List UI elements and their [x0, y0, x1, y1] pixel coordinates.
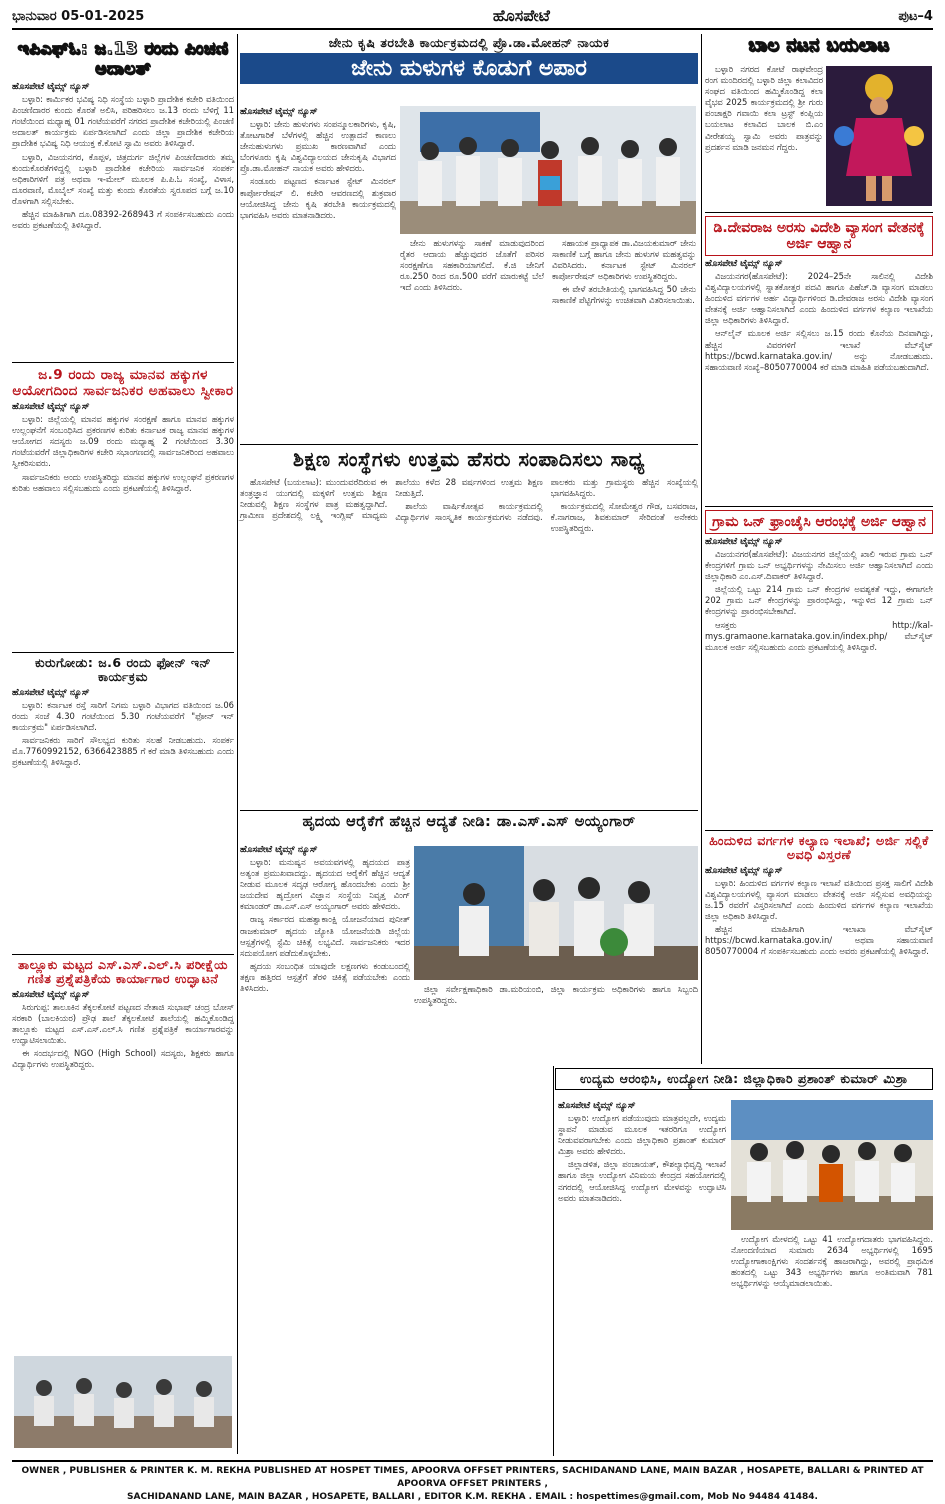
- byline: ಹೊಸಪೇಟೆ ಟೈಮ್ಸ್ ನ್ಯೂಸ್: [705, 865, 783, 876]
- paragraph: ಕಾರ್ಯಕ್ರಮದಲ್ಲಿ ಸೋಮೇಶ್ವರ ಗೌಡ, ಬಸವರಾಜ, ಕೆ.ನಾಗರಾಜ, ಶಿವಕುಮಾರ್ ಸೇರಿದಂತೆ ಅನೇಕರು ಉಪಸ್ಥಿತರಿದ್ದರು.: [550, 501, 698, 534]
- honeybee-photo: [400, 106, 696, 234]
- article-body: [705, 549, 933, 653]
- paragraph: ಶಾಲೆಯ ವಾರ್ಷಿಕೋತ್ಸವ ಕಾರ್ಯಕ್ರಮದಲ್ಲಿ ವಿದ್ಯಾರ್ಥಿಗಳ ಸಾಂಸ್ಕೃತಿಕ ಕಾರ್ಯಕ್ರಮಗಳು ನಡೆದವು. ಪಾಲಕರು ಮತ್ತು ಗ್ರಾಮಸ್ಥರು ಹೆಚ್ಚಿನ ಸಂಖ್ಯೆಯಲ್ಲಿ ಭಾಗವಹಿಸಿದ್ದರು.: [395, 477, 698, 523]
- article-body: [400, 238, 696, 307]
- child-actor-text: [705, 64, 823, 155]
- paragraph: ಈ ಸಂದರ್ಭದಲ್ಲಿ NGO (High School) ಸದಸ್ಯರು, ಶಿಕ್ಷಕರು ಹಾಗೂ ವಿದ್ಯಾರ್ಥಿಗಳು ಉಪಸ್ಥಿತರಿದ್ದರು.: [12, 1048, 234, 1070]
- job-fair-photo: [731, 1100, 933, 1230]
- article-body: [705, 878, 933, 958]
- paragraph: ಸಾರ್ವಜನಿಕರು ಸಾರಿಗೆ ಸೌಲಭ್ಯದ ಕುರಿತು ಸಲಹೆ ನೀಡಬಹುದು. ಸಂಪರ್ಕ ಮೊ.7760992152, 6366423885 ಗೆ ಕರೆ ಮಾಡಿ ತಿಳಿಸಬಹುದು ಎಂದು ಪ್ರಕಟಣೆಯಲ್ಲಿ ತಿಳಿಸಿದ್ದಾರೆ.: [12, 735, 234, 768]
- article-body: [731, 1234, 933, 1289]
- paragraph: ರಾಜ್ಯ ಸರ್ಕಾರದ ಮಹತ್ವಾಕಾಂಕ್ಷಿ ಯೋಜನೆಯಾದ ಪುನೀತ್ ರಾಜಕುಮಾರ್ ಹೃದಯ ಜ್ಯೋತಿ ಯೋಜನೆಯಡಿ ಜಿಲ್ಲೆಯ ಆಸ್ಪತ್ರೆಗಳಲ್ಲಿ ಸ್ಟೆಮಿ ಚಿಕಿತ್ಸೆ ಲಭ್ಯವಿದೆ. ಸಾರ್ವಜನಿಕರು ಇದರ ಸದುಪಯೋಗ ಪಡೆದುಕೊಳ್ಳಬೇಕು.: [240, 914, 410, 958]
- article-body: [240, 857, 410, 994]
- byline: ಹೊಸಪೇಟೆ ಟೈಮ್ಸ್ ನ್ಯೂಸ್: [240, 845, 318, 855]
- headline: ಬಾಲ ನಟನ ಬಯಲಾಟ: [748, 35, 890, 56]
- page-number: ಪುಟ–4: [898, 8, 933, 24]
- masthead: [12, 4, 933, 30]
- kicker: ಜೇನು ಕೃಷಿ ತರಬೇತಿ ಕಾರ್ಯಕ್ರಮದಲ್ಲಿ ಪ್ರೊ.ಡಾ.ಮೋಹನ್ ನಾಯಕ: [328, 35, 610, 50]
- article-body: [705, 271, 933, 373]
- byline: ಹೊಸಪೇಟೆ ಟೈಮ್ಸ್ ನ್ಯೂಸ್: [12, 82, 90, 93]
- people-photo-icon: [414, 846, 698, 980]
- honeybee-col23: [400, 238, 696, 307]
- divider: [240, 810, 698, 811]
- article-body: [240, 477, 698, 534]
- article-body: [240, 119, 396, 221]
- divider: [12, 362, 234, 363]
- headline: ಜೇನು ಹುಳುಗಳ ಕೊಡುಗೆ ಅಪಾರ: [240, 53, 698, 84]
- paragraph: ಸಹಾಯಕ ಪ್ರಾಧ್ಯಾಪಕ ಡಾ.ವಿಜಯಕುಮಾರ್ ಜೇನು ಸಾಕಾಣಿಕೆ ಬಗ್ಗೆ ಹಾಗೂ ಜೇನು ಹುಳುಗಳ ಮಹತ್ವವನ್ನು ವಿವರಿಸಿದರು. ಕರ್ನಾಟಕ ಸ್ಟೇಟ್ ಮಿನರಲ್ ಕಾರ್ಪೋರೇಷನ್ ಅಧಿಕಾರಿಗಳು ಉಪಸ್ಥಿತರಿದ್ದರು.: [552, 238, 696, 282]
- headline: ತಾಲ್ಲೂಕು ಮಟ್ಟದ ಎಸ್.ಎಸ್.ಎಲ್.ಸಿ ಪರೀಕ್ಷೆಯ ಗಣಿತ ಪ್ರಶ್ನೆಪತ್ರಿಕೆಯ ಕಾರ್ಯಾಗಾರ ಉದ್ಘಾಟನೆ: [18, 957, 228, 987]
- divider: [12, 954, 234, 955]
- paragraph: ಬಳ್ಳಾರಿ: ಜಿಲ್ಲೆಯಲ್ಲಿ ಮಾನವ ಹಕ್ಕುಗಳ ಸಂರಕ್ಷಣೆ ಹಾಗೂ ಮಾನವ ಹಕ್ಕುಗಳ ಉಲ್ಲಂಘನೆಗೆ ಸಂಬಂಧಿಸಿದ ಪ್ರಕರಣಗಳ ಕುರಿತು ಕರ್ನಾಟಕ ರಾಜ್ಯ ಮಾನವ ಹಕ್ಕುಗಳ ಆಯೋಗದ ಸದಸ್ಯರು ಜ.09 ರಂದು ಮಧ್ಯಾಹ್ನ 2 ಗಂಟೆಯಿಂದ 3.30 ಗಂಟೆಯವರೆಗೆ ಜಿಲ್ಲಾಧಿಕಾರಿಗಳ ಕಚೇರಿ ಸಭಾಂಗಣದಲ್ಲಿ ಸಾರ್ವಜನಿಕರಿಂದ ಅಹವಾಲು ಸ್ವೀಕರಿಸುವರು.: [12, 414, 234, 469]
- paragraph: ಜೇನು ಹುಳುಗಳನ್ನು ಸಾಕಣೆ ಮಾಡುವುದರಿಂದ ರೈತರ ಆದಾಯ ಹೆಚ್ಚುವುದರ ಜೊತೆಗೆ ಪರಿಸರ ಸಂರಕ್ಷಣೆಗೂ ಸಹಕಾರಿಯಾಗಲಿದೆ. ಕೆ.ಜಿ ಜೇನಿಗೆ ರೂ.250 ರಿಂದ ರೂ.500 ವರೆಗೆ ಮಾರುಕಟ್ಟೆ ಬೆಲೆ ಇದೆ ಎಂದು ತಿಳಿಸಿದರು.: [400, 238, 544, 293]
- paragraph: ಬಳ್ಳಾರಿ: ಕಾರ್ಮಿಕರ ಭವಿಷ್ಯ ನಿಧಿ ಸಂಸ್ಥೆಯ ಬಳ್ಳಾರಿ ಪ್ರಾದೇಶಿಕ ಕಚೇರಿ ವತಿಯಿಂದ ಪಿಂಚಣಿದಾರರ ಕುಂದು ಕೊರತೆ ಅಲಿಸಿ, ಪರಿಹರಿಸಲು ಜ.13 ರಂದು ಬೆಳಿಗ್ಗೆ 11 ಗಂಟೆಯಿಂದ ಮಧ್ಯಾಹ್ನ 01 ಗಂಟೆಯವರೆಗೆ ನಗರದ ಪ್ರಾದೇಶಿಕ ಕಚೇರಿಯಲ್ಲಿ ಪಿಂಚಣಿ ಅದಾಲತ್ ಕಾರ್ಯಕ್ರಮ ಏರ್ಪಡಿಸಲಾಗಿದೆ ಎಂದು ಜಿಲ್ಲಾ ಪ್ರಾದೇಶಿಕ ಕಚೇರಿಯ ಪ್ರಾದೇಶಿಕ ಭವಿಷ್ಯ ನಿಧಿ ಆಯುಕ್ತ ಕೆ.ಕೋಟಿ ಸ್ವಾಮಿ ಅವರು ತಿಳಿಸಿದ್ದಾರೆ.: [12, 94, 234, 149]
- article-grama-one: [705, 510, 933, 655]
- headline: ಡಿ.ದೇವರಾಜ ಅರಸು ವಿದೇಶಿ ವ್ಯಾಸಂಗ ವೇತನಕ್ಕೆ ಅರ್ಜಿ ಆಹ್ವಾನ: [705, 216, 933, 256]
- paragraph: ಹೆಚ್ಚಿನ ಮಾಹಿತಿಗಾಗಿ ದೂ.08392-268943 ಗೆ ಸಂಪರ್ಕಿಸಬಹುದು ಎಂದು ಅವರು ಪ್ರಕಟಣೆಯಲ್ಲಿ ತಿಳಿಸಿದ್ದಾರೆ.: [12, 209, 234, 231]
- article-body: [12, 1002, 234, 1071]
- headline: ಹಿಂದುಳಿದ ವರ್ಗಗಳ ಕಲ್ಯಾಣ ಇಲಾಖೆ; ಅರ್ಜಿ ಸಲ್ಲಿಕೆ ಅವಧಿ ವಿಸ್ತರಣೆ: [709, 833, 929, 863]
- job-fair-col2: [731, 1234, 933, 1291]
- sslc-workshop-photo: [14, 1356, 232, 1448]
- headline: ಗ್ರಾಮ ಒನ್ ಫ್ರಾಂಚೈಸಿ ಆರಂಭಕ್ಕೆ ಅರ್ಜಿ ಆಹ್ವಾನ: [705, 510, 933, 534]
- article-body: [705, 64, 823, 153]
- paragraph: ಹೊಸಪೇಟೆ (ಬಯಲಾಟ): ಮುಂದುವರೆದಿರುವ ಈ ತಂತ್ರಜ್ಞಾನ ಯುಗದಲ್ಲಿ ಮಕ್ಕಳಿಗೆ ಉತ್ತಮ ಶಿಕ್ಷಣ ನೀಡುವಲ್ಲಿ ಶಿಕ್ಷಣ ಸಂಸ್ಥೆಗಳ ಪಾತ್ರ ಮಹತ್ವದ್ದಾಗಿದೆ. ಗ್ರಾಮೀಣ ಪ್ರದೇಶದಲ್ಲಿ ಲಕ್ಷ್ಮಿ ಇಂಗ್ಲಿಷ್ ಮಾಧ್ಯಮ ಶಾಲೆಯು ಕಳೆದ 28 ವರ್ಷಗಳಿಂದ ಉತ್ತಮ ಶಿಕ್ಷಣ ನೀಡುತ್ತಿದೆ.: [240, 477, 543, 521]
- byline: ಹೊಸಪೇಟೆ ಟೈಮ್ಸ್ ನ್ಯೂಸ್: [12, 402, 90, 413]
- paragraph: ಜಿಲ್ಲಾ ಸರ್ವೇಕ್ಷಣಾಧಿಕಾರಿ ಡಾ.ಮರಿಯಂಬಿ, ಜಿಲ್ಲಾ ಕಾರ್ಯಕ್ರಮ ಅಧಿಕಾರಿಗಳು ಹಾಗೂ ಸಿಬ್ಬಂದಿ ಉಪಸ್ಥಿತರಿದ್ದರು.: [414, 984, 698, 1006]
- imprint-footer: [12, 1460, 933, 1503]
- paragraph: ಈ ವೇಳೆ ತರಬೇತಿಯಲ್ಲಿ ಭಾಗವಹಿಸಿದ್ದ 50 ಜೇನು ಸಾಕಾಣಿಕೆ ಪೆಟ್ಟಿಗೆಗಳನ್ನು ಉಚಿತವಾಗಿ ವಿತರಿಸಲಾಯಿತು.: [552, 284, 696, 306]
- people-photo-icon: [400, 106, 696, 234]
- headline: ಇಪಿಎಫ್‌ಓ: ಜ.13 ರಂದು ಪಿಂಚಣಿ ಅದಾಲತ್: [17, 39, 229, 79]
- headline: ಕುರುಗೋಡು: ಜ.6 ರಂದು ಫೋನ್ ಇನ್ ಕಾರ್ಯಕ್ರಮ: [34, 655, 212, 685]
- article-epfo: [12, 36, 234, 233]
- divider: [240, 444, 698, 445]
- divider: [705, 212, 933, 213]
- child-actor-photo: [826, 66, 932, 206]
- imprint-line: SACHIDANAND LANE, MAIN BAZAR , HOSAPETE, BALLARI , EDITOR K.M. REKHA . EMAIL : hospettimes@gmail.com, Mob No 94484 41484.: [127, 1492, 818, 1503]
- paragraph: ಜಿಲ್ಲಾಡಳಿತ, ಜಿಲ್ಲಾ ಪಂಚಾಯತ್, ಕೌಶಲ್ಯಾಭಿವೃದ್ಧಿ ಇಲಾಖೆ ಹಾಗೂ ಜಿಲ್ಲಾ ಉದ್ಯೋಗ ವಿನಿಮಯ ಕೇಂದ್ರದ ಸಹಯೋಗದಲ್ಲಿ ನಗರದಲ್ಲಿ ಆಯೋಜಿಸಿದ್ದ ಉದ್ಯೋಗ ಮೇಳವನ್ನು ಉದ್ಘಾಟಿಸಿ ಅವರು ಮಾತನಾಡಿದರು.: [558, 1159, 726, 1203]
- job-fair-col1: [558, 1098, 726, 1206]
- paragraph: ವಿಜಯನಗರ(ಹೊಸಪೇಟೆ): ವಿಜಯನಗರ ಜಿಲ್ಲೆಯಲ್ಲಿ ಖಾಲಿ ಇರುವ ಗ್ರಾಮ ಒನ್ ಕೇಂದ್ರಗಳಿಗೆ ಗ್ರಾಮ ಒನ್ ಅಭ್ಯರ್ಥಿಗಳನ್ನು ನೇಮಿಸಲು ಅರ್ಜಿ ಆಹ್ವಾನಿಸಲಾಗಿದೆ ಎಂದು ಜಿಲ್ಲಾಧಿಕಾರಿ ಎಂ.ಎಸ್.ದಿವಾಕರ್ ತಿಳಿಸಿದ್ದಾರೆ.: [705, 549, 933, 582]
- heart-event-photo: [414, 846, 698, 980]
- imprint-line: OWNER , PUBLISHER & PRINTER K. M. REKHA PUBLISHED AT HOSPET TIMES, APOORVA OFFSET PRINTERS, SACHIDANAND LANE, MAIN BAZAR , HOSAPETE, BALLARI & PRINTED AT APOORVA OFFSET PRINTERS ,: [21, 1466, 924, 1490]
- byline: ಹೊಸಪೇಟೆ ಟೈಮ್ಸ್ ನ್ಯೂಸ್: [705, 537, 783, 547]
- byline: ಹೊಸಪೇಟೆ ಟೈಮ್ಸ್ ನ್ಯೂಸ್: [558, 1101, 636, 1111]
- honeybee-col1: [240, 104, 396, 223]
- column-rule: [701, 34, 702, 1064]
- divider: [705, 506, 933, 507]
- article-phone-in: [12, 656, 234, 770]
- column-rule: [553, 1066, 554, 1456]
- paragraph: ಬಳ್ಳಾರಿ: ಮನುಷ್ಯನ ಅವಯವಗಳಲ್ಲಿ ಹೃದಯದ ಪಾತ್ರ ಅತ್ಯಂತ ಪ್ರಮುಖವಾದದ್ದು. ಹೃದಯದ ಆರೈಕೆಗೆ ಹೆಚ್ಚಿನ ಆದ್ಯತೆ ನೀಡುವ ಮೂಲಕ ಸದೃಢ ಆರೋಗ್ಯ ಹೊಂದಬೇಕು ಎಂದು ಶ್ರೀ ಜಯದೇವ ಹೃದ್ರೋಗ ವಿಜ್ಞಾನ ಸಂಸ್ಥೆಯ ನಿವೃತ್ತ ವಿಂಗ್ ಕಮಾಂಡರ್ ಡಾ.ಎಸ್.ಎಸ್ ಅಯ್ಯಂಗಾರ್ ಅವರು ಹೇಳಿದರು.: [240, 857, 410, 912]
- people-photo-icon: [14, 1356, 232, 1448]
- paragraph: ಬಳ್ಳಾರಿ, ವಿಜಯನಗರ, ಕೊಪ್ಪಳ, ಚಿತ್ರದುರ್ಗ ಜಿಲ್ಲೆಗಳ ಪಿಂಚಣಿದಾರರು ತಮ್ಮ ಕುಂದುಕೊರತೆಗಳಿದ್ದಲ್ಲಿ ಬಳ್ಳಾರಿ ಪ್ರಾದೇಶಿಕ ಕಚೇರಿಯ ಸಾರ್ವಜನಿಕ ಸಂಪರ್ಕ ಅಧಿಕಾರಿಗಳಿಗೆ ಪತ್ರ ಅಥವಾ ಇ-ಮೇಲ್ ಮೂಲಕ ಪಿ.ಪಿ.ಓ ಸಂಖ್ಯೆ, ವಿಳಾಸ, ದೂರವಾಣಿ, ಮೊಬೈಲ್ ಸಂಖ್ಯೆ ಮತ್ತು ಕುಂದು ಕೊರತೆಯ ಸ್ವರೂಪದ ಬಗ್ಗೆ ಜ.10 ರೊಳಗಾಗಿ ಸಲ್ಲಿಸಬೇಕು.: [12, 151, 234, 206]
- issue-date: ಭಾನುವಾರ 05-01-2025: [12, 8, 145, 24]
- people-photo-icon: [731, 1100, 933, 1230]
- article-education: [240, 448, 698, 534]
- paper-name: ಹೊಸಪೇಟೆ: [492, 6, 550, 25]
- headline: ಉದ್ಯಮ ಆರಂಭಿಸಿ, ಉದ್ಯೋಗ ನೀಡಿ: ಜಿಲ್ಲಾಧಿಕಾರಿ ಪ್ರಶಾಂತ್ ಕುಮಾರ್ ಮಿಶ್ರಾ: [555, 1068, 933, 1090]
- byline: ಹೊಸಪೇಟೆ ಟೈಮ್ಸ್ ನ್ಯೂಸ್: [240, 107, 318, 117]
- divider: [12, 652, 234, 653]
- paragraph: ಸಂಡೂರು ಪಟ್ಟಣದ ಕರ್ನಾಟಕ ಸ್ಟೇಟ್ ಮಿನರಲ್ ಕಾರ್ಪೋರೇಷನ್ ಲಿ. ಕಚೇರಿ ಆವರಣದಲ್ಲಿ ಶುಕ್ರವಾರ ಆಯೋಜಿಸಿದ್ದ ಜೇನು ಕೃಷಿ ತರಬೇತಿ ಕಾರ್ಯಕ್ರಮದಲ್ಲಿ ಭಾಗವಹಿಸಿ ಅವರು ಮಾತನಾಡಿದರು.: [240, 176, 396, 220]
- article-human-rights: [12, 366, 234, 496]
- article-sslc: [12, 958, 234, 1072]
- article-honeybee: [240, 36, 698, 84]
- article-heart: [240, 814, 698, 831]
- article-bcwd-extension: [705, 834, 933, 959]
- paragraph: ಆನ್‌ಲೈನ್ ಮೂಲಕ ಅರ್ಜಿ ಸಲ್ಲಿಸಲು ಜ.15 ರಂದು ಕೊನೆಯ ದಿನವಾಗಿದ್ದು, ಹೆಚ್ಚಿನ ವಿವರಗಳಿಗೆ ಇಲಾಖೆ ವೆಬ್‌ಸೈಟ್ https://bcwd.karnataka.gov.in/ ಅನ್ನು ನೋಡಬಹುದು. ಸಹಾಯವಾಣಿ ಸಂಖ್ಯೆ–8050770004 ಕರೆ ಮಾಡಿ ಮಾಹಿತಿ ಪಡೆಯಬಹುದಾಗಿದೆ.: [705, 328, 933, 372]
- article-devaraj: [705, 216, 933, 375]
- article-child-actor: [705, 36, 933, 57]
- divider: [705, 830, 933, 831]
- paragraph: ಬಳ್ಳಾರಿ ನಗರದ ಕೋಟೆ ರಾಘವೇಂದ್ರ ರಂಗ ಮಂದಿರದಲ್ಲಿ ಬಳ್ಳಾರಿ ಜಿಲ್ಲಾ ಕಲಾವಿದರ ಸಂಘದ ವತಿಯಿಂದ ಹಮ್ಮಿಕೊಂಡಿದ್ದ ಕಲಾ ವೈಭವ 2025 ಕಾರ್ಯಕ್ರಮದಲ್ಲಿ ಶ್ರೀ ಗುರು ಪಂಚಾಕ್ಷರಿ ಗವಾಯಿ ಕಲಾ ಟ್ರಸ್ಟ್ ಕಂಪ್ಲಿಯ ಬಯಲಾಟ ಕಲಾವಿದ ಬಾಲಕ ಬಿ.ಎಂ ವೀರೇಶಯ್ಯ ಸ್ವಾಮಿ ಅವರು ಪಾತ್ರವನ್ನು ಪ್ರದರ್ಶನ ಮಾಡಿ ಜನಮನ ಗೆದ್ದರು.: [705, 64, 823, 152]
- byline: ಹೊಸಪೇಟೆ ಟೈಮ್ಸ್ ನ್ಯೂಸ್: [12, 989, 90, 1000]
- article-body: [414, 984, 698, 1006]
- heart-col1: [240, 842, 410, 996]
- column-rule: [237, 34, 238, 1454]
- headline: ಹೃದಯ ಆರೈಕೆಗೆ ಹೆಚ್ಚಿನ ಆದ್ಯತೆ ನೀಡಿ: ಡಾ.ಎಸ್.ಎಸ್ ಅಯ್ಯಂಗಾರ್: [302, 814, 636, 830]
- article-body: [12, 414, 234, 494]
- performer-photo-icon: [826, 66, 932, 206]
- paragraph: ಬಳ್ಳಾರಿ: ಜೇನು ಹುಳುಗಳು ಸಂಪನ್ಮೂಲಕಾರಿಗಳು, ಕೃಷಿ, ತೋಟಗಾರಿಕೆ ಬೆಳೆಗಳಲ್ಲಿ ಹೆಚ್ಚಿನ ಉತ್ಪಾದನೆ ಕಾಣಲು ಜೇನುಹುಳುಗಳು ಪ್ರಮುಖ ಕಾರಣವಾಗಿವೆ ಎಂದು ಬೆಂಗಳೂರು ಕೃಷಿ ವಿಶ್ವವಿದ್ಯಾಲಯದ ಜೇನುಕೃಷಿ ವಿಭಾಗದ ಪ್ರೊ.ಡಾ.ಮೋಹನ್ ನಾಯಕ ಅವರು ಹೇಳಿದರು.: [240, 119, 396, 174]
- paragraph: ಸಿರುಗುಪ್ಪ: ತಾಲೂಕಿನ ತೆಕ್ಕಲಕೋಟೆ ಪಟ್ಟಣದ ನೇತಾಜಿ ಸುಭಾಷ್ ಚಂದ್ರ ಬೋಸ್ ಸರಕಾರಿ (ಬಾಲಕಿಯರ) ಪ್ರೌಢ ಶಾಲೆ ತೆಕ್ಕಲಕೋಟೆ ಶಾಲೆಯಲ್ಲಿ ಹಮ್ಮಿಕೊಂಡಿದ್ದ ತಾಲ್ಲೂಕು ಮಟ್ಟದ ಎಸ್.ಎಸ್.ಎಲ್.ಸಿ ಗಣಿತ ಪ್ರಶ್ನೆಪತ್ರಿಕೆ ಕಾರ್ಯಾಗಾರವನ್ನು ಉದ್ಘಾಟಿಸಲಾಯಿತು.: [12, 1001, 234, 1046]
- paragraph: ವಿಜಯನಗರ(ಹೊಸಪೇಟೆ): 2024–25ನೇ ಸಾಲಿನಲ್ಲಿ ವಿದೇಶಿ ವಿಶ್ವವಿದ್ಯಾಲಯಗಳಲ್ಲಿ ಸ್ನಾತಕೋತ್ತರ ಪದವಿ ಹಾಗೂ ಪಿಹೆಚ್.ಡಿ ವ್ಯಾಸಂಗ ಮಾಡಲು ಹಿಂದುಳಿದ ವರ್ಗಗಳ ಅರ್ಹ ವಿದ್ಯಾರ್ಥಿಗಳಿಂದ ಡಿ.ದೇವರಾಜ ಅರಸು ವಿದೇಶಿ ವ್ಯಾಸಂಗ ವೇತನಕ್ಕೆ ಅರ್ಜಿ ಆಹ್ವಾನಿಸಲಾಗಿದೆ ಎಂದು ಹಿಂದುಳಿದ ವರ್ಗಗಳ ಕಲ್ಯಾಣ ಇಲಾಖೆಯ ಜಿಲ್ಲಾ ಅಧಿಕಾರಿಗಳು ತಿಳಿಸಿದ್ದಾರೆ.: [705, 271, 933, 326]
- paragraph: ಹೆಚ್ಚಿನ ಮಾಹಿತಿಗಾಗಿ ಇಲಾಖಾ ವೆಬ್‌ಸೈಟ್ https://bcwd.karnataka.gov.in/ ಅಥವಾ ಸಹಾಯವಾಣಿ 8050770004 ಗೆ ಸಂಪರ್ಕಿಸಬಹುದು ಎಂದು ಅವರು ಪ್ರಕಟಣೆಯಲ್ಲಿ ತಿಳಿಸಿದ್ದಾರೆ.: [705, 924, 933, 957]
- headline: ಜ.9 ರಂದು ರಾಜ್ಯ ಮಾನವ ಹಕ್ಕುಗಳ ಆಯೋಗದಿಂದ ಸಾರ್ವಜನಿಕರ ಅಹವಾಲು ಸ್ವೀಕಾರ: [12, 367, 234, 399]
- paragraph: ಉದ್ಯೋಗ ಮೇಳದಲ್ಲಿ ಒಟ್ಟು 41 ಉದ್ಯೋಗದಾತರು ಭಾಗವಹಿಸಿದ್ದರು. ನೋಂದಣಿಯಾದ ಸುಮಾರು 2634 ಅಭ್ಯರ್ಥಿಗಳಲ್ಲಿ 1695 ಉದ್ಯೋಗಾಕಾಂಕ್ಷಿಗಳು ಸಂದರ್ಶನಕ್ಕೆ ಹಾಜರಾಗಿದ್ದು, ಅವರಲ್ಲಿ ಪ್ರಾಥಮಿಕ ಹಂತದಲ್ಲಿ ಒಟ್ಟು 343 ಅಭ್ಯರ್ಥಿಗಳು ಹಾಗೂ ಅಂತಿಮವಾಗಿ 781 ಅಭ್ಯರ್ಥಿಗಳನ್ನು ಆಯ್ಕೆಮಾಡಲಾಯಿತು.: [731, 1234, 933, 1289]
- paragraph: ಬಳ್ಳಾರಿ: ಹಿಂದುಳಿದ ವರ್ಗಗಳ ಕಲ್ಯಾಣ ಇಲಾಖೆ ವತಿಯಿಂದ ಪ್ರಸಕ್ತ ಸಾಲಿಗೆ ವಿದೇಶಿ ವಿಶ್ವವಿದ್ಯಾಲಯಗಳಲ್ಲಿ ವ್ಯಾಸಂಗ ಮಾಡಲು ವೇತನಕ್ಕೆ ಅರ್ಜಿ ಸಲ್ಲಿಸುವ ಅವಧಿಯನ್ನು ಜ.15 ರವರೆಗೆ ವಿಸ್ತರಿಸಲಾಗಿದೆ ಎಂದು ಹಿಂದುಳಿದ ವರ್ಗಗಳ ಕಲ್ಯಾಣ ಇಲಾಖೆಯ ಜಿಲ್ಲಾ ಅಧಿಕಾರಿ ತಿಳಿಸಿದ್ದಾರೆ.: [705, 877, 933, 922]
- headline: ಶಿಕ್ಷಣ ಸಂಸ್ಥೆಗಳು ಉತ್ತಮ ಹೆಸರು ಸಂಪಾದಿಸಲು ಸಾಧ್ಯ: [293, 447, 645, 471]
- heart-col23: [414, 984, 698, 1008]
- paragraph: ಬಳ್ಳಾರಿ: ಕರ್ನಾಟಕ ರಸ್ತೆ ಸಾರಿಗೆ ನಿಗಮ ಬಳ್ಳಾರಿ ವಿಭಾಗದ ವತಿಯಿಂದ ಜ.06 ರಂದು ಸಂಜೆ 4.30 ಗಂಟೆಯಿಂದ 5.30 ಗಂಟೆಯವರೆಗೆ "ಫೋನ್ ಇನ್ ಕಾರ್ಯಕ್ರಮ" ಏರ್ಪಡಿಸಲಾಗಿದೆ.: [12, 699, 234, 732]
- article-body: [12, 94, 234, 231]
- byline: ಹೊಸಪೇಟೆ ಟೈಮ್ಸ್ ನ್ಯೂಸ್: [705, 259, 783, 269]
- paragraph: ಜಿಲ್ಲೆಯಲ್ಲಿ ಒಟ್ಟು 214 ಗ್ರಾಮ ಒನ್ ಕೇಂದ್ರಗಳ ಅವಶ್ಯಕತೆ ಇದ್ದು, ಈಗಾಗಲೇ 202 ಗ್ರಾಮ ಒನ್ ಕೇಂದ್ರಗಳನ್ನು ಪ್ರಾರಂಭಿಸಿದ್ದು, ಇನ್ನುಳಿದ 12 ಗ್ರಾಮ ಒನ್ ಕೇಂದ್ರಗಳನ್ನು ಪ್ರಾರಂಭಿಸಬೇಕಾಗಿದೆ.: [705, 584, 933, 617]
- article-body: [12, 700, 234, 769]
- paragraph: ಆಸಕ್ತರು http://kal-mys.gramaone.karnataka.gov.in/index.php/ ವೆಬ್‌ಸೈಟ್ ಮೂಲಕ ಅರ್ಜಿ ಸಲ್ಲಿಸಬಹುದು ಎಂದು ಪ್ರಕಟಣೆಯಲ್ಲಿ ತಿಳಿಸಿದ್ದಾರೆ.: [705, 619, 933, 652]
- paragraph: ಸಾರ್ವಜನಿಕರು ಅಂದು ಉಪಸ್ಥಿತರಿದ್ದು ಮಾನವ ಹಕ್ಕುಗಳ ಉಲ್ಲಂಘನೆ ಪ್ರಕರಣಗಳ ಕುರಿತು ಅಹವಾಲು ಸಲ್ಲಿಸಬಹುದು ಎಂದು ಪ್ರಕಟಣೆಯಲ್ಲಿ ತಿಳಿಸಿದ್ದಾರೆ.: [12, 471, 234, 493]
- paragraph: ಬಳ್ಳಾರಿ: ಉದ್ಯೋಗ ಪಡೆಯುವುದು ಮಾತ್ರವಲ್ಲದೇ, ಉದ್ಯಮ ಸ್ಥಾಪನೆ ಮಾಡುವ ಮೂಲಕ ಇತರರಿಗೂ ಉದ್ಯೋಗ ನೀಡುವವರಾಗಬೇಕು ಎಂದು ಜಿಲ್ಲಾಧಿಕಾರಿ ಪ್ರಶಾಂತ್ ಕುಮಾರ್ ಮಿಶ್ರಾ ಅವರು ಹೇಳಿದರು.: [558, 1113, 726, 1157]
- paragraph: ಹೃದಯ ಸಂಬಂಧಿತ ಯಾವುದೇ ಲಕ್ಷಣಗಳು ಕಂಡುಬಂದಲ್ಲಿ ತಕ್ಷಣ ಹತ್ತಿರದ ಆಸ್ಪತ್ರೆಗೆ ತೆರಳಿ ಚಿಕಿತ್ಸೆ ಪಡೆಯಬೇಕು ಎಂದು ತಿಳಿಸಿದರು.: [240, 960, 410, 994]
- byline: ಹೊಸಪೇಟೆ ಟೈಮ್ಸ್ ನ್ಯೂಸ್: [12, 687, 90, 698]
- article-body: [558, 1113, 726, 1204]
